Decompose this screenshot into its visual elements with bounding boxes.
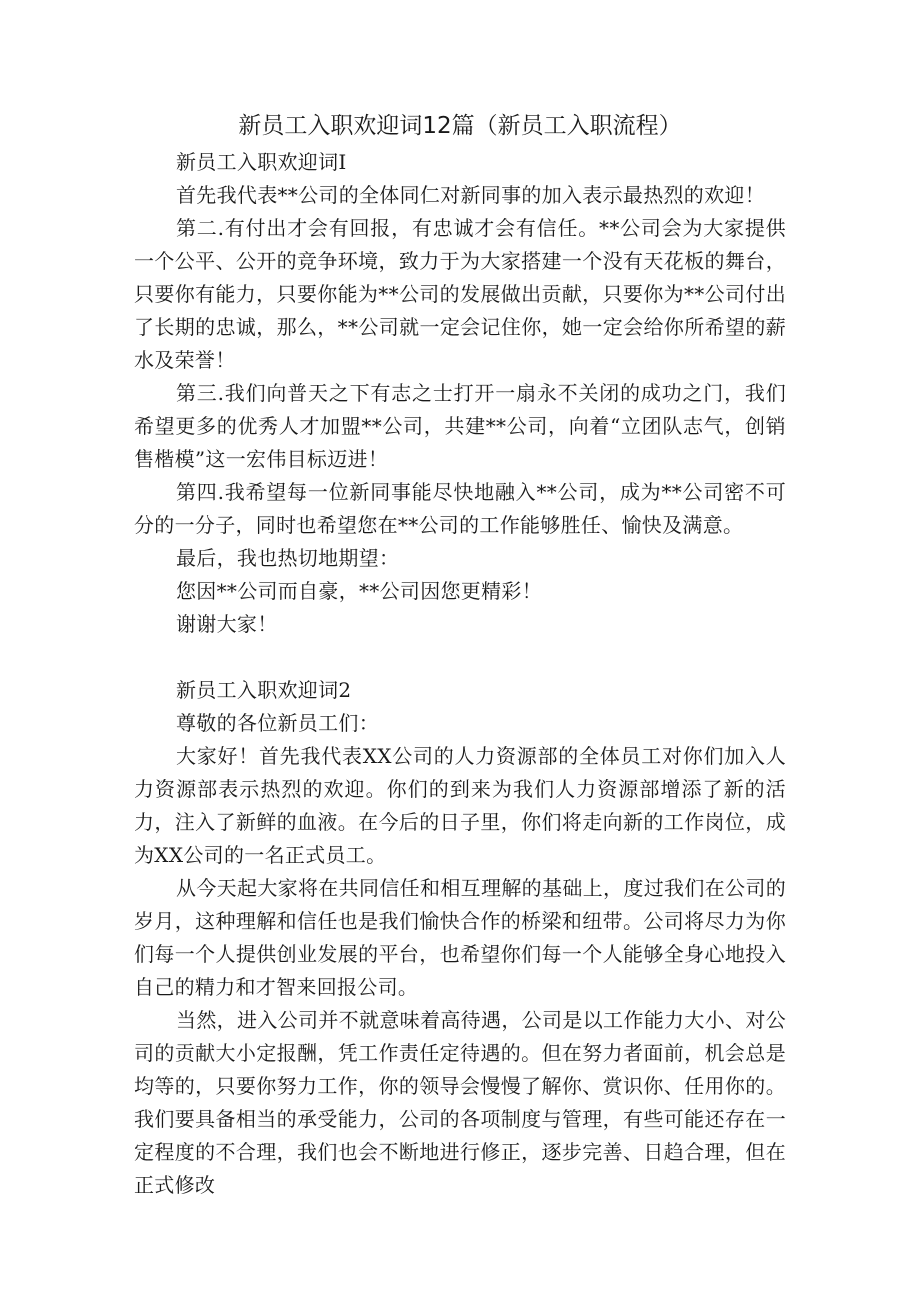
section-spacer xyxy=(134,641,786,674)
section-heading: 新员工入职欢迎词I xyxy=(176,150,347,174)
section-heading: 新员工入职欢迎词2 xyxy=(176,678,352,702)
paragraph: 首先我代表**公司的全体同仁对新同事的加入表示最热烈的欢迎！ xyxy=(176,183,765,207)
paragraph: 大家好！首先我代表XX公司的人力资源部的全体员工对你们加入人力资源部表示热烈的欢迎。你们的到来为我们人力资源部增添了新的活力，注入了新鲜的血液。在今后的日子里，你们将走向新的工作岗位，成为XX公司的一名正式员工。 xyxy=(134,744,786,867)
salutation: 尊敬的各位新员工们： xyxy=(176,711,379,735)
paragraph: 最后，我也热切地期望： xyxy=(176,546,400,570)
document-body xyxy=(134,146,786,1202)
paragraph: 您因**公司而自豪，**公司因您更精彩！ xyxy=(176,579,542,603)
paragraph: 第二.有付出才会有回报，有忠诚才会有信任。**公司会为大家提供一个公平、公开的竞争环境，致力于为大家搭建一个没有天花板的舞台，只要你有能力，只要你能为**公司的发展做出贡献，只要你为**公司付出了长期的忠诚，那么，**公司就一定会记住你，她一定会给你所希望的薪水及荣誉！ xyxy=(134,216,786,372)
paragraph: 第四.我希望每一位新同事能尽快地融入**公司，成为**公司密不可分的一分子，同时也希望您在**公司的工作能够胜任、愉快及满意。 xyxy=(134,480,786,537)
paragraph: 第三.我们向普天之下有志之士打开一扇永不关闭的成功之门，我们希望更多的优秀人才加盟**公司，共建**公司，向着“立团队志气，创销售楷模”这一宏伟目标迈进！ xyxy=(134,381,786,471)
paragraph: 从今天起大家将在共同信任和相互理解的基础上，度过我们在公司的岁月，这种理解和信任也是我们愉快合作的桥梁和纽带。公司将尽力为你们每一个人提供创业发展的平台，也希望你们每一个人能够全身心地投入自己的精力和才智来回报公司。 xyxy=(134,876,786,999)
paragraph: 当然，进入公司并不就意味着高待遇，公司是以工作能力大小、对公司的贡献大小定报酬，凭工作责任定待遇的。但在努力者面前，机会总是均等的，只要你努力工作，你的领导会慢慢了解你、赏识你、任用你的。我们要具备相当的承受能力，公司的各项制度与管理，有些可能还存在一定程度的不合理，我们也会不断地进行修正，逐步完善、日趋合理，但在正式修改 xyxy=(134,1008,786,1197)
paragraph: 谢谢大家！ xyxy=(176,612,278,636)
document-title: 新员工入职欢迎词12篇（新员工入职流程） xyxy=(238,113,682,139)
